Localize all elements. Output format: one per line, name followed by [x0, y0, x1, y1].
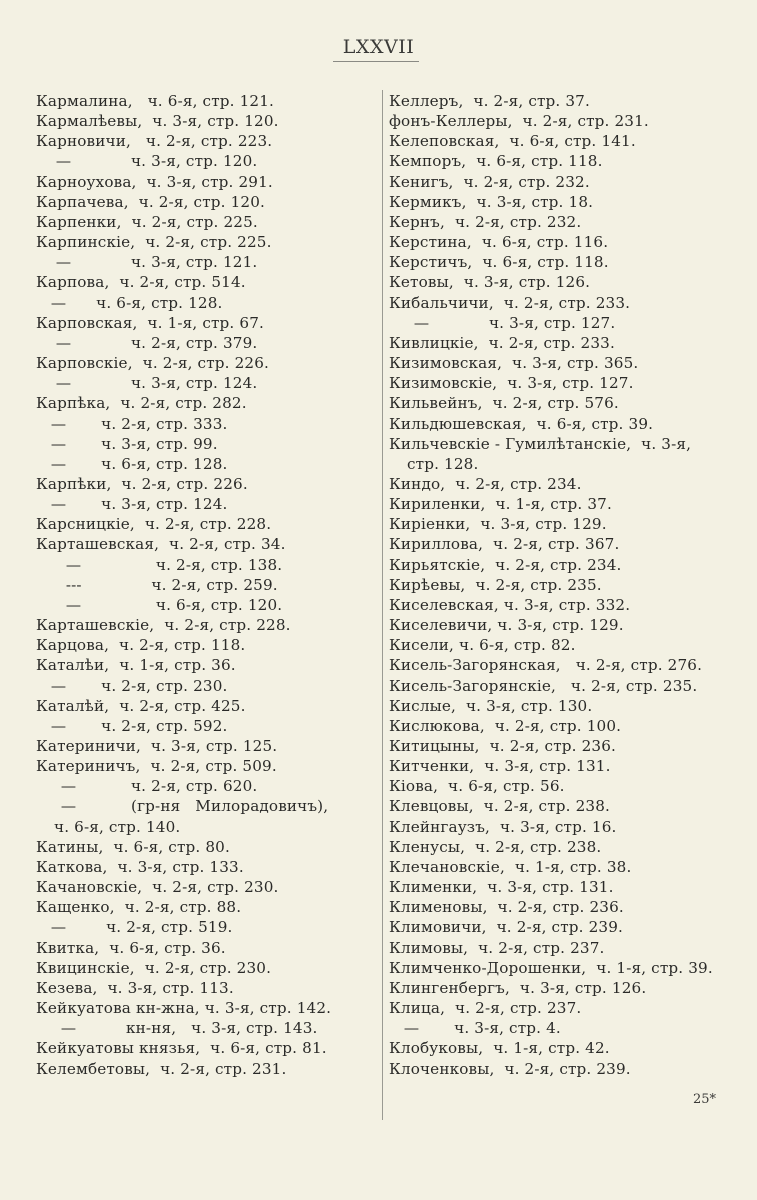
entry-surname: Кирѣевы,	[389, 575, 466, 594]
entry-surname: Кіова,	[389, 777, 439, 796]
index-entry	[36, 151, 376, 171]
index-entry	[389, 514, 739, 534]
index-entry	[36, 736, 376, 756]
entry-surname: Киселевская,	[389, 595, 499, 614]
entry-surname: Клименовы,	[389, 898, 488, 917]
index-entry	[389, 131, 739, 151]
header-rule	[333, 61, 419, 62]
entry-surname: Климченко-Дорошенки,	[389, 958, 587, 977]
entry-reference: ч. 3-я, стр. 130.	[455, 696, 593, 715]
entry-reference: ч. 6-я, стр. 56.	[438, 777, 565, 796]
entry-reference: ч. 2-я, стр. 228.	[134, 515, 272, 534]
entry-surname: —	[36, 595, 82, 614]
index-column-right	[389, 91, 739, 1079]
index-entry	[389, 837, 739, 857]
entry-reference: ч. 1-я, стр. 36.	[109, 656, 236, 675]
index-entry	[389, 575, 739, 595]
entry-reference: ч. 6-я, стр. 36.	[99, 938, 226, 957]
entry-surname: Карпова,	[36, 273, 110, 292]
entry-reference: ч. 2-я, стр. 230.	[142, 878, 279, 897]
entry-surname: Китицыны,	[389, 737, 480, 755]
entry-surname: Кезева,	[36, 978, 98, 997]
index-entry	[36, 131, 376, 151]
index-entry	[389, 938, 739, 958]
entry-reference: ч. 6-я, стр. 80.	[103, 837, 230, 856]
index-entry	[36, 756, 376, 776]
entry-reference: ч. 6-я, стр. 118.	[466, 152, 603, 171]
entry-surname: Карповская,	[36, 313, 138, 332]
index-entry	[389, 192, 739, 212]
entry-surname: Келеповская,	[389, 132, 500, 151]
entry-surname: Киндо,	[389, 474, 446, 493]
entry-surname: Клоченковы,	[389, 1059, 495, 1078]
index-entry	[36, 232, 376, 252]
index-entry	[389, 796, 739, 816]
index-entry	[36, 958, 376, 978]
entry-surname: —	[36, 454, 67, 473]
index-entry	[36, 917, 376, 937]
entry-reference: ч. 2-я, стр. 234.	[485, 555, 622, 574]
entry-reference: ч. 2-я, стр. 233.	[493, 293, 631, 312]
entry-surname: Келембетовы,	[36, 1059, 151, 1078]
entry-reference: ч. 2-я, стр. 236.	[487, 898, 624, 917]
entry-surname: —	[36, 676, 67, 695]
index-entry	[36, 474, 376, 494]
entry-surname: Керстичъ,	[389, 253, 473, 272]
entry-reference: ч. 2-я, стр. 138.	[81, 555, 283, 574]
entry-reference: ч. 3-я, стр. 129.	[470, 515, 607, 534]
index-entry	[36, 857, 376, 877]
entry-reference: ч. 3-я, стр. 126.	[453, 273, 591, 292]
entry-reference: ч. 6-я, стр. 82.	[454, 636, 576, 655]
entry-surname: Карташевскіе,	[36, 616, 155, 635]
entry-reference: ч. 6-я, стр. 121.	[132, 92, 274, 110]
entry-reference: ч. 2-я, стр. 234.	[445, 474, 582, 493]
index-entry	[36, 393, 376, 413]
entry-reference: ч. 3-я, стр. 291.	[136, 172, 273, 191]
entry-surname: —	[36, 918, 67, 937]
index-entry	[36, 414, 376, 434]
entry-surname: Кейкуатова кн-жна,	[36, 999, 200, 1018]
index-entry	[36, 776, 376, 796]
index-entry	[36, 877, 376, 897]
entry-surname: —	[36, 293, 67, 312]
entry-reference: ч. 6-я, стр. 81.	[200, 1039, 327, 1058]
index-entry	[389, 1018, 739, 1038]
index-entry	[36, 534, 376, 554]
entry-surname: Кенигъ,	[389, 172, 454, 191]
entry-reference: ч. 3-я, стр. 120.	[142, 112, 279, 131]
index-entry	[36, 716, 376, 736]
entry-reference: ч. 2-я, стр. 230.	[134, 958, 272, 977]
entry-reference: ч. 2-я, стр. 230.	[66, 676, 228, 695]
entry-surname: Кисель-Загорянскіе,	[389, 676, 556, 695]
entry-surname: Кисель-Загорянская,	[389, 656, 561, 675]
index-entry	[36, 373, 376, 393]
entry-surname: Кислые,	[389, 696, 456, 715]
entry-reference: ч. 3-я, стр. 99.	[66, 434, 218, 453]
entry-reference: ч. 2-я, стр. 88.	[114, 898, 242, 917]
entry-reference: ч. 2-я, стр. 233.	[478, 333, 615, 352]
entry-surname: Керстина,	[389, 233, 472, 252]
entry-reference: ч. 2-я, стр. 118.	[109, 636, 246, 655]
index-entry	[389, 232, 739, 252]
index-entry	[389, 817, 739, 837]
entry-surname: Кемпоръ,	[389, 152, 467, 171]
entry-surname: Кисели,	[389, 636, 455, 655]
entry-surname: —	[36, 333, 72, 352]
entry-surname: фонъ-Келлеры,	[389, 112, 513, 131]
index-entry	[389, 635, 739, 655]
entry-surname: —	[389, 1019, 420, 1038]
entry-reference: ч. 2-я, стр. 239.	[486, 918, 623, 937]
entry-reference: ч. 2-я, стр. 226.	[111, 474, 248, 493]
entry-surname: —	[36, 1019, 77, 1038]
index-entry	[389, 555, 739, 575]
entry-surname: Кильдюшевская,	[389, 414, 527, 433]
index-entry	[36, 696, 376, 716]
entry-surname: ч. 6-я, стр. 140.	[54, 817, 181, 836]
index-entry	[389, 877, 739, 897]
entry-reference: ч. 2-я, стр. 237.	[445, 999, 582, 1018]
entry-reference: ч. 2-я, стр. 34.	[159, 535, 286, 554]
entry-surname: Карсницкіе,	[36, 515, 135, 534]
entry-reference: ч. 2-я, стр. 592.	[66, 716, 228, 735]
entry-reference: ч. 3-я, стр. 125.	[140, 737, 278, 755]
entry-reference: ч. 3-я, стр. 124.	[71, 374, 258, 393]
entry-surname: Каталѣи,	[36, 656, 110, 675]
index-entry	[36, 111, 376, 131]
entry-surname: Кейкуатовы князья,	[36, 1039, 201, 1058]
entry-reference: ч. 2-я, стр. 519.	[66, 918, 233, 937]
entry-surname: Киріенки,	[389, 515, 471, 534]
entry-reference: ч. 2-я, стр. 239.	[494, 1059, 631, 1078]
entry-reference: ч. 2-я, стр. 367.	[483, 535, 620, 554]
index-entry	[389, 353, 739, 373]
entry-reference: ч. 6-я, стр. 128.	[66, 293, 223, 312]
entry-surname: Кибальчичи,	[389, 293, 494, 312]
index-entry	[389, 676, 739, 696]
entry-surname: —	[36, 434, 67, 453]
entry-surname: Квитка,	[36, 938, 100, 957]
index-entry	[36, 434, 376, 454]
index-entry	[36, 615, 376, 635]
entry-reference: ч. 3-я, стр. 142.	[199, 999, 332, 1018]
entry-surname: Карташевская,	[36, 535, 160, 554]
index-entry	[389, 272, 739, 292]
index-entry	[36, 272, 376, 292]
entry-surname: Карпенки,	[36, 212, 122, 231]
entry-surname: —	[36, 555, 82, 574]
entry-reference: ч. 1-я, стр. 67.	[137, 313, 264, 332]
entry-reference: ч. 2-я, стр. 231.	[150, 1059, 287, 1078]
index-entry	[36, 494, 376, 514]
entry-reference: ч. 3-я, стр. 133.	[107, 857, 244, 876]
index-entry	[36, 293, 376, 313]
index-entry	[36, 514, 376, 534]
index-entry	[36, 1018, 376, 1038]
entry-reference: ч. 2-я, стр. 238.	[473, 797, 611, 816]
entry-reference: ч. 6-я, стр. 120.	[81, 595, 283, 614]
entry-surname: Кармалина,	[36, 92, 133, 110]
entry-reference: ч. 3-я, стр. 127.	[497, 374, 634, 393]
entry-surname: Кернъ,	[389, 212, 445, 231]
index-entry	[36, 333, 376, 353]
entry-surname: —	[36, 253, 72, 272]
entry-reference: ч. 3-я, стр. 121.	[71, 253, 258, 272]
index-entry	[36, 998, 376, 1018]
entry-surname: Кирьятскіе,	[389, 555, 486, 574]
index-entry	[389, 494, 739, 514]
entry-surname: Клименки,	[389, 878, 478, 897]
index-entry	[389, 313, 739, 333]
index-entry	[389, 736, 739, 756]
entry-reference: кн-ня, ч. 3-я, стр. 143.	[76, 1019, 318, 1038]
entry-surname: —	[36, 716, 67, 735]
entry-surname: Келлеръ,	[389, 92, 464, 110]
entry-reference: ч. 1-я, стр. 37.	[485, 495, 612, 514]
index-entry	[36, 252, 376, 272]
entry-reference: ч. 2-я, стр. 235.	[555, 676, 698, 695]
entry-surname: Клечановскіе,	[389, 857, 505, 876]
page-header: LXXVII	[342, 36, 415, 58]
index-entry	[389, 474, 739, 494]
entry-surname: Климовичи,	[389, 918, 487, 937]
index-entry	[389, 857, 739, 877]
entry-surname: Карпѣки,	[36, 474, 112, 493]
index-entry	[389, 978, 739, 998]
index-entry	[389, 333, 739, 353]
entry-reference: ч. 2-я, стр. 509.	[140, 757, 277, 776]
index-entry	[389, 393, 739, 413]
entry-surname: Карпѣка,	[36, 394, 111, 413]
entry-reference: ч. 2-я, стр. 232.	[453, 172, 590, 191]
index-entry	[36, 938, 376, 958]
index-entry	[36, 353, 376, 373]
index-entry	[36, 212, 376, 232]
entry-reference: ч. 2-я, стр. 232.	[444, 212, 582, 231]
entry-surname: Карпинскіе,	[36, 233, 136, 252]
entry-reference: ч. 6-я, стр. 128.	[66, 454, 228, 473]
entry-reference: ч. 1-я, стр. 39.	[586, 958, 713, 977]
index-entry	[36, 1059, 376, 1079]
entry-reference: ч. 3-я, стр. 4.	[419, 1019, 561, 1038]
index-entry	[389, 958, 739, 978]
entry-surname: Кермикъ,	[389, 192, 467, 211]
index-entry	[389, 1038, 739, 1058]
entry-reference: ч. 3-я, стр. 16.	[490, 817, 617, 836]
entry-reference: ч. 2-я, стр. 120.	[128, 192, 266, 211]
index-entry	[389, 615, 739, 635]
entry-surname: Клингенбергъ,	[389, 978, 510, 997]
entry-surname: Кизимовская,	[389, 354, 503, 373]
entry-surname: Карновичи,	[36, 132, 131, 151]
entry-reference: ч. 2-я, стр. 576.	[482, 394, 619, 413]
entry-surname: Кетовы,	[389, 273, 454, 292]
entry-surname: —	[36, 152, 72, 171]
entry-surname: —	[36, 495, 67, 514]
entry-reference: ч. 2-я, стр. 226.	[132, 354, 270, 373]
entry-reference: ч. 2-я, стр. 223.	[130, 132, 273, 151]
entry-reference: ч. 3-я, стр. 124.	[66, 495, 228, 514]
index-entry	[389, 172, 739, 192]
entry-reference: ч. 2-я, стр. 235.	[465, 575, 602, 594]
index-entry	[36, 655, 376, 675]
index-entry	[36, 313, 376, 333]
entry-reference: ч. 2-я, стр. 225.	[135, 233, 272, 252]
entry-surname: Карповскіе,	[36, 354, 133, 373]
entry-reference: ч. 2-я, стр. 100.	[484, 716, 622, 735]
entry-surname: Карцова,	[36, 636, 110, 655]
entry-reference: ч. 2-я, стр. 259.	[81, 575, 278, 594]
entry-reference: ч. 2-я, стр. 238.	[465, 837, 602, 856]
entry-surname: Китченки,	[389, 757, 475, 776]
entry-reference: ч. 3-я, стр. 18.	[466, 192, 594, 211]
index-entry	[389, 696, 739, 716]
entry-reference: ч. 2-я, стр. 276.	[560, 656, 703, 675]
entry-reference: ч. 2-я, стр. 425.	[109, 696, 246, 715]
index-entry-continuation	[36, 817, 376, 837]
entry-surname: —	[36, 777, 77, 796]
entry-reference: ч. 2-я, стр. 236.	[479, 737, 616, 755]
entry-surname: Кивлицкіе,	[389, 333, 479, 352]
entry-surname: ---	[36, 575, 82, 594]
index-entry	[36, 837, 376, 857]
index-entry	[36, 555, 376, 575]
entry-reference: ч. 3-я, стр. 131.	[474, 757, 611, 776]
index-entry	[389, 1059, 739, 1079]
index-entry	[389, 756, 739, 776]
entry-surname: Качановскіе,	[36, 878, 143, 897]
index-column-left	[36, 91, 376, 1079]
index-entry	[389, 897, 739, 917]
entry-reference: ч. 6-я, стр. 118.	[472, 253, 609, 272]
entry-reference: ч. 3-я, стр. 332.	[498, 595, 631, 614]
entry-surname: Кириленки,	[389, 495, 486, 514]
index-entry-continuation	[389, 454, 739, 474]
entry-surname: —	[36, 797, 77, 816]
entry-surname: Катины,	[36, 837, 104, 856]
index-entry	[36, 676, 376, 696]
entry-surname: Кириллова,	[389, 535, 484, 554]
index-entry	[389, 776, 739, 796]
entry-surname: Карпачева,	[36, 192, 129, 211]
index-entry	[36, 575, 376, 595]
entry-surname: Клица,	[389, 999, 446, 1018]
entry-surname: Кильвейнъ,	[389, 394, 483, 413]
entry-surname: Каткова,	[36, 857, 108, 876]
entry-reference: ч. 2-я, стр. 379.	[71, 333, 258, 352]
index-entry	[389, 655, 739, 675]
index-entry	[389, 434, 739, 454]
index-entry	[36, 595, 376, 615]
entry-reference: ч. 2-я, стр. 282.	[110, 394, 247, 413]
index-entry	[36, 796, 376, 816]
entry-surname: стр. 128.	[407, 454, 479, 473]
entry-surname: Кизимовскіе,	[389, 374, 498, 393]
index-entry	[389, 917, 739, 937]
entry-reference: (гр-ня Милорадовичъ),	[76, 797, 329, 816]
index-entry	[389, 91, 739, 111]
entry-surname: Кильчевскіе - Гумилѣтанскіе,	[389, 434, 632, 453]
index-entry	[389, 252, 739, 272]
index-entry	[389, 212, 739, 232]
entry-reference: ч. 3-я, стр. 131.	[477, 878, 614, 897]
entry-surname: Катериничъ,	[36, 757, 141, 776]
entry-reference: ч. 2-я, стр. 228.	[154, 616, 291, 635]
entry-reference: ч. 2-я, стр. 514.	[109, 273, 246, 292]
entry-surname: Кленусы,	[389, 837, 466, 856]
index-entry	[36, 1038, 376, 1058]
index-entry	[389, 111, 739, 131]
entry-reference: ч. 2-я, стр. 225.	[121, 212, 258, 231]
signature-mark: 25*	[693, 1092, 717, 1107]
index-entry	[389, 595, 739, 615]
entry-reference: ч. 3-я,	[631, 434, 692, 453]
entry-reference: ч. 3-я, стр. 120.	[71, 152, 258, 171]
entry-surname: —	[36, 414, 67, 433]
entry-surname: Клевцовы,	[389, 797, 474, 816]
index-entry	[389, 716, 739, 736]
entry-surname: Климовы,	[389, 938, 469, 957]
entry-surname: Катериничи,	[36, 737, 141, 755]
entry-surname: Клобуковы,	[389, 1039, 484, 1058]
entry-surname: Киселевичи,	[389, 616, 493, 635]
entry-reference: ч. 3-я, стр. 126.	[509, 978, 647, 997]
entry-reference: ч. 2-я, стр. 37.	[463, 92, 590, 110]
index-entry	[389, 998, 739, 1018]
entry-surname: Квицинскіе,	[36, 958, 135, 977]
index-entry	[36, 91, 376, 111]
entry-reference: ч. 1-я, стр. 38.	[504, 857, 632, 876]
index-entry	[36, 172, 376, 192]
entry-surname: Кащенко,	[36, 898, 115, 917]
entry-reference: ч. 3-я, стр. 365.	[502, 354, 639, 373]
entry-reference: ч. 1-я, стр. 42.	[483, 1039, 610, 1058]
entry-surname: Карноухова,	[36, 172, 137, 191]
index-entry	[389, 414, 739, 434]
index-entry	[389, 151, 739, 171]
entry-reference: ч. 3-я, стр. 113.	[97, 978, 234, 997]
entry-reference: ч. 2-я, стр. 237.	[468, 938, 605, 957]
index-entry	[36, 978, 376, 998]
entry-reference: ч. 6-я, стр. 116.	[471, 233, 609, 252]
index-entry	[36, 897, 376, 917]
index-entry	[389, 373, 739, 393]
index-entry	[389, 293, 739, 313]
index-entry	[36, 635, 376, 655]
entry-reference: ч. 3-я, стр. 129.	[492, 616, 624, 635]
entry-surname: —	[36, 374, 72, 393]
entry-surname: Клейнгаузъ,	[389, 817, 491, 836]
entry-reference: ч. 3-я, стр. 127.	[429, 313, 616, 332]
index-entry	[36, 454, 376, 474]
column-divider	[382, 90, 383, 1120]
entry-reference: ч. 6-я, стр. 141.	[499, 132, 636, 151]
entry-reference: ч. 6-я, стр. 39.	[526, 414, 654, 433]
entry-surname: Кислюкова,	[389, 716, 485, 735]
entry-reference: ч. 2-я, стр. 333.	[66, 414, 228, 433]
entry-surname: —	[389, 313, 430, 332]
entry-surname: Каталѣй,	[36, 696, 110, 715]
index-entry	[389, 534, 739, 554]
entry-reference: ч. 2-я, стр. 620.	[76, 777, 258, 796]
entry-surname: Кармалѣевы,	[36, 112, 143, 131]
entry-reference: ч. 2-я, стр. 231.	[512, 112, 649, 131]
index-entry	[36, 192, 376, 212]
